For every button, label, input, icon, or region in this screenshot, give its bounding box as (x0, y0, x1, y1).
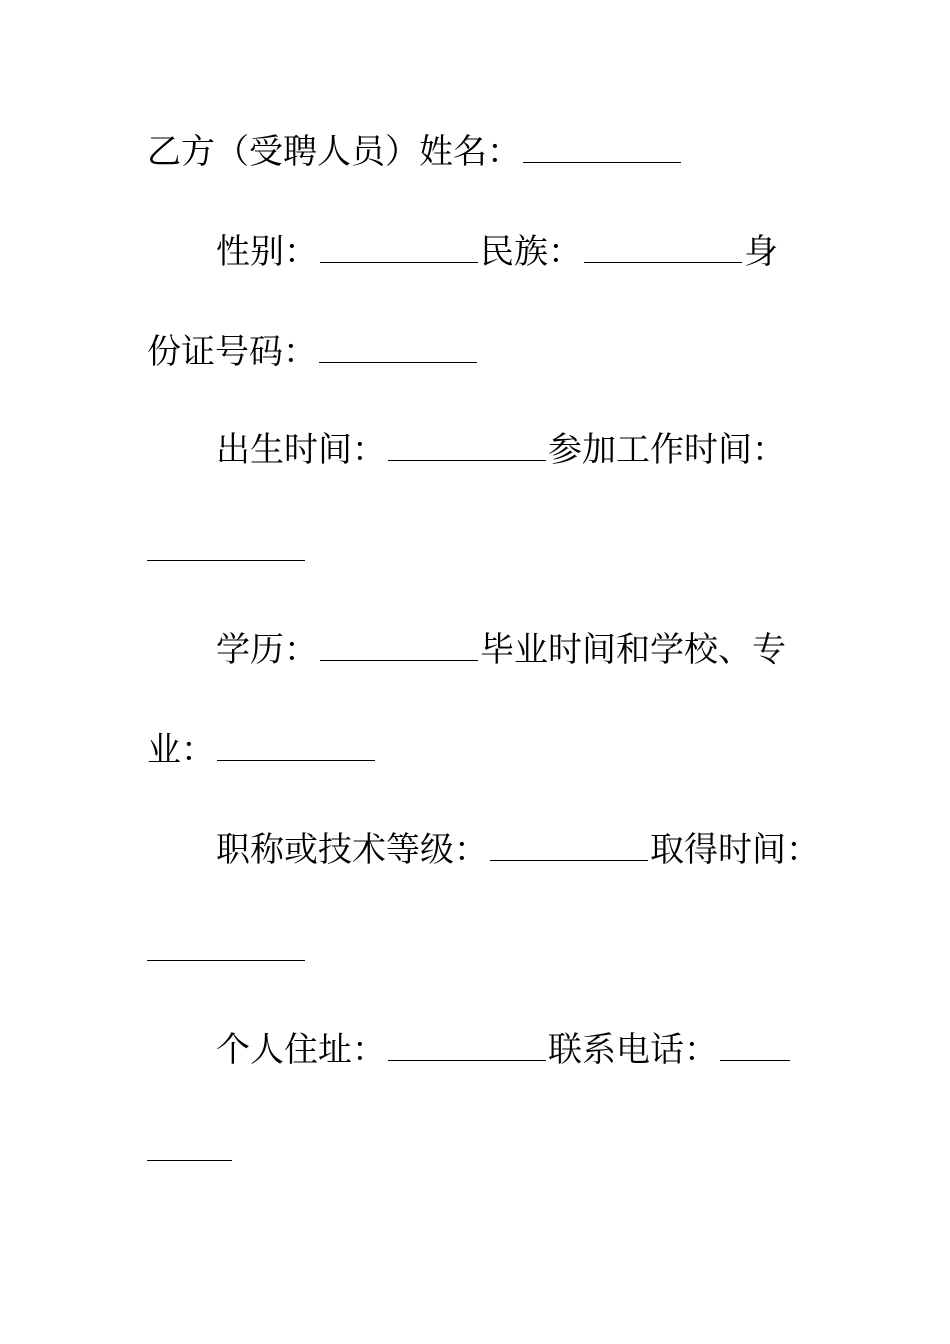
line-gender-ethnicity (216, 222, 778, 282)
line-birth-work-time (216, 420, 786, 480)
line-education (216, 620, 786, 680)
blank-education[interactable] (320, 626, 478, 661)
label-ethnicity: 民族： (480, 232, 582, 272)
line-work-start-blank (147, 520, 307, 580)
blank-birth-time[interactable] (388, 426, 546, 461)
blank-name[interactable] (523, 128, 681, 163)
label-major-end: 业： (147, 730, 215, 770)
blank-phone-part2[interactable] (147, 1126, 232, 1161)
line-major (147, 720, 377, 780)
blank-major[interactable] (217, 726, 375, 761)
line-address-phone (216, 1020, 792, 1080)
label-work-start-time: 参加工作时间： (548, 430, 786, 470)
label-party-b-name: 乙方（受聘人员）姓名： (147, 132, 521, 172)
line-id-number (147, 322, 479, 382)
blank-obtain-time[interactable] (147, 926, 305, 961)
blank-title-level[interactable] (490, 826, 648, 861)
blank-id-number[interactable] (319, 328, 477, 363)
label-id-number: 份证号码： (147, 332, 317, 372)
line-title-level (216, 820, 820, 880)
label-address: 个人住址： (216, 1030, 386, 1070)
line-phone-continuation (147, 1120, 234, 1180)
blank-phone-part1[interactable] (720, 1026, 790, 1061)
blank-ethnicity[interactable] (584, 228, 742, 263)
blank-work-start-time[interactable] (147, 526, 305, 561)
label-id-start: 身 (744, 232, 778, 272)
blank-gender[interactable] (320, 228, 478, 263)
label-graduation-school-major: 毕业时间和学校、专 (480, 630, 786, 670)
label-title-level: 职称或技术等级： (216, 830, 488, 870)
label-phone: 联系电话： (548, 1030, 718, 1070)
line-obtain-time-blank (147, 920, 307, 980)
label-education: 学历： (216, 630, 318, 670)
label-obtain-time: 取得时间： (650, 830, 820, 870)
label-birth-time: 出生时间： (216, 430, 386, 470)
blank-address[interactable] (388, 1026, 546, 1061)
label-gender: 性别： (216, 232, 318, 272)
line-party-b-name (147, 122, 683, 182)
